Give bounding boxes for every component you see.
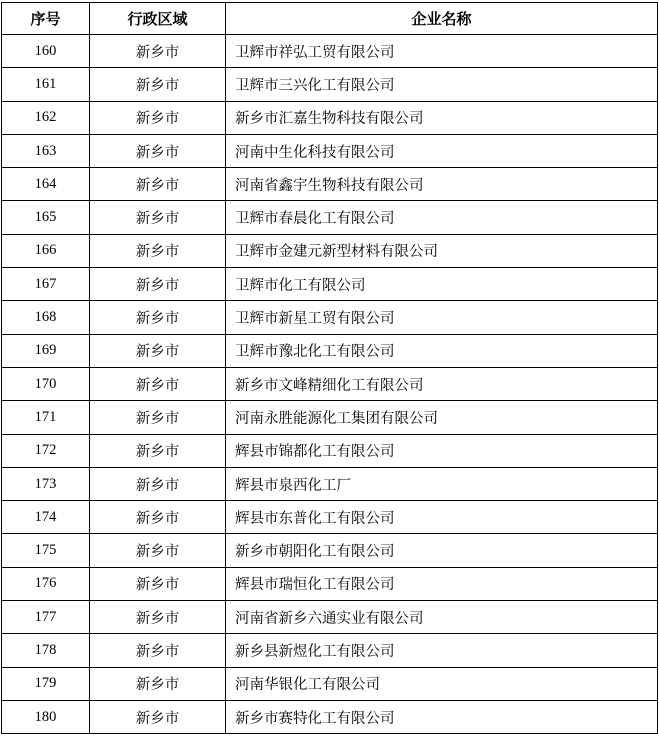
cell-enterprise-name: 新乡县新煜化工有限公司 — [226, 634, 658, 667]
cell-serial-no: 162 — [2, 101, 90, 134]
cell-serial-no: 160 — [2, 35, 90, 68]
table-row — [2, 334, 658, 367]
cell-enterprise-name: 卫辉市化工有限公司 — [226, 268, 658, 301]
cell-region: 新乡市 — [90, 700, 226, 733]
header-enterprise-name: 企业名称 — [226, 3, 658, 35]
cell-serial-no: 172 — [2, 434, 90, 467]
cell-serial-no: 169 — [2, 334, 90, 367]
table-row — [2, 700, 658, 733]
cell-enterprise-name: 河南永胜能源化工集团有限公司 — [226, 401, 658, 434]
cell-serial-no: 174 — [2, 501, 90, 534]
table-row — [2, 68, 658, 101]
cell-region: 新乡市 — [90, 134, 226, 167]
cell-serial-no: 175 — [2, 534, 90, 567]
table-row — [2, 434, 658, 467]
table-row — [2, 234, 658, 267]
cell-serial-no: 163 — [2, 134, 90, 167]
cell-region: 新乡市 — [90, 467, 226, 500]
cell-region: 新乡市 — [90, 234, 226, 267]
table-row — [2, 268, 658, 301]
cell-serial-no: 177 — [2, 601, 90, 634]
enterprise-table — [1, 2, 658, 734]
cell-enterprise-name: 新乡市朝阳化工有限公司 — [226, 534, 658, 567]
table-row — [2, 35, 658, 68]
cell-region: 新乡市 — [90, 168, 226, 201]
cell-region: 新乡市 — [90, 434, 226, 467]
cell-region: 新乡市 — [90, 501, 226, 534]
table-row — [2, 567, 658, 600]
cell-region: 新乡市 — [90, 201, 226, 234]
header-region: 行政区域 — [90, 3, 226, 35]
table-row — [2, 134, 658, 167]
cell-enterprise-name: 卫辉市金建元新型材料有限公司 — [226, 234, 658, 267]
cell-serial-no: 170 — [2, 367, 90, 400]
cell-serial-no: 173 — [2, 467, 90, 500]
cell-region: 新乡市 — [90, 367, 226, 400]
cell-enterprise-name: 河南华银化工有限公司 — [226, 667, 658, 700]
cell-enterprise-name: 卫辉市豫北化工有限公司 — [226, 334, 658, 367]
cell-region: 新乡市 — [90, 534, 226, 567]
cell-enterprise-name: 辉县市瑞恒化工有限公司 — [226, 567, 658, 600]
table-header-row — [2, 3, 658, 35]
table-row — [2, 201, 658, 234]
cell-serial-no: 161 — [2, 68, 90, 101]
cell-region: 新乡市 — [90, 401, 226, 434]
cell-enterprise-name: 河南省新乡六通实业有限公司 — [226, 601, 658, 634]
table-row — [2, 534, 658, 567]
cell-serial-no: 176 — [2, 567, 90, 600]
cell-region: 新乡市 — [90, 601, 226, 634]
cell-serial-no: 165 — [2, 201, 90, 234]
cell-enterprise-name: 河南中生化科技有限公司 — [226, 134, 658, 167]
cell-enterprise-name: 卫辉市祥弘工贸有限公司 — [226, 35, 658, 68]
table-row — [2, 168, 658, 201]
cell-enterprise-name: 新乡市文峰精细化工有限公司 — [226, 367, 658, 400]
cell-region: 新乡市 — [90, 567, 226, 600]
table-row — [2, 401, 658, 434]
cell-enterprise-name: 河南省鑫宇生物科技有限公司 — [226, 168, 658, 201]
cell-region: 新乡市 — [90, 667, 226, 700]
cell-region: 新乡市 — [90, 68, 226, 101]
cell-serial-no: 178 — [2, 634, 90, 667]
cell-region: 新乡市 — [90, 301, 226, 334]
cell-enterprise-name: 辉县市东普化工有限公司 — [226, 501, 658, 534]
header-serial-no: 序号 — [2, 3, 90, 35]
cell-region: 新乡市 — [90, 634, 226, 667]
cell-serial-no: 168 — [2, 301, 90, 334]
table-row — [2, 501, 658, 534]
table-row — [2, 601, 658, 634]
cell-enterprise-name: 卫辉市春晨化工有限公司 — [226, 201, 658, 234]
table-row — [2, 367, 658, 400]
cell-enterprise-name: 新乡市赛特化工有限公司 — [226, 700, 658, 733]
cell-serial-no: 167 — [2, 268, 90, 301]
table-row — [2, 667, 658, 700]
cell-enterprise-name: 卫辉市新星工贸有限公司 — [226, 301, 658, 334]
cell-region: 新乡市 — [90, 35, 226, 68]
table-row — [2, 101, 658, 134]
cell-enterprise-name: 辉县市锦都化工有限公司 — [226, 434, 658, 467]
cell-enterprise-name: 辉县市泉西化工厂 — [226, 467, 658, 500]
cell-serial-no: 180 — [2, 700, 90, 733]
cell-region: 新乡市 — [90, 268, 226, 301]
cell-serial-no: 171 — [2, 401, 90, 434]
cell-enterprise-name: 新乡市汇嘉生物科技有限公司 — [226, 101, 658, 134]
cell-serial-no: 164 — [2, 168, 90, 201]
cell-enterprise-name: 卫辉市三兴化工有限公司 — [226, 68, 658, 101]
cell-serial-no: 166 — [2, 234, 90, 267]
cell-serial-no: 179 — [2, 667, 90, 700]
cell-region: 新乡市 — [90, 334, 226, 367]
table-row — [2, 634, 658, 667]
cell-region: 新乡市 — [90, 101, 226, 134]
table-body — [2, 35, 658, 734]
table-row — [2, 467, 658, 500]
table-row — [2, 301, 658, 334]
